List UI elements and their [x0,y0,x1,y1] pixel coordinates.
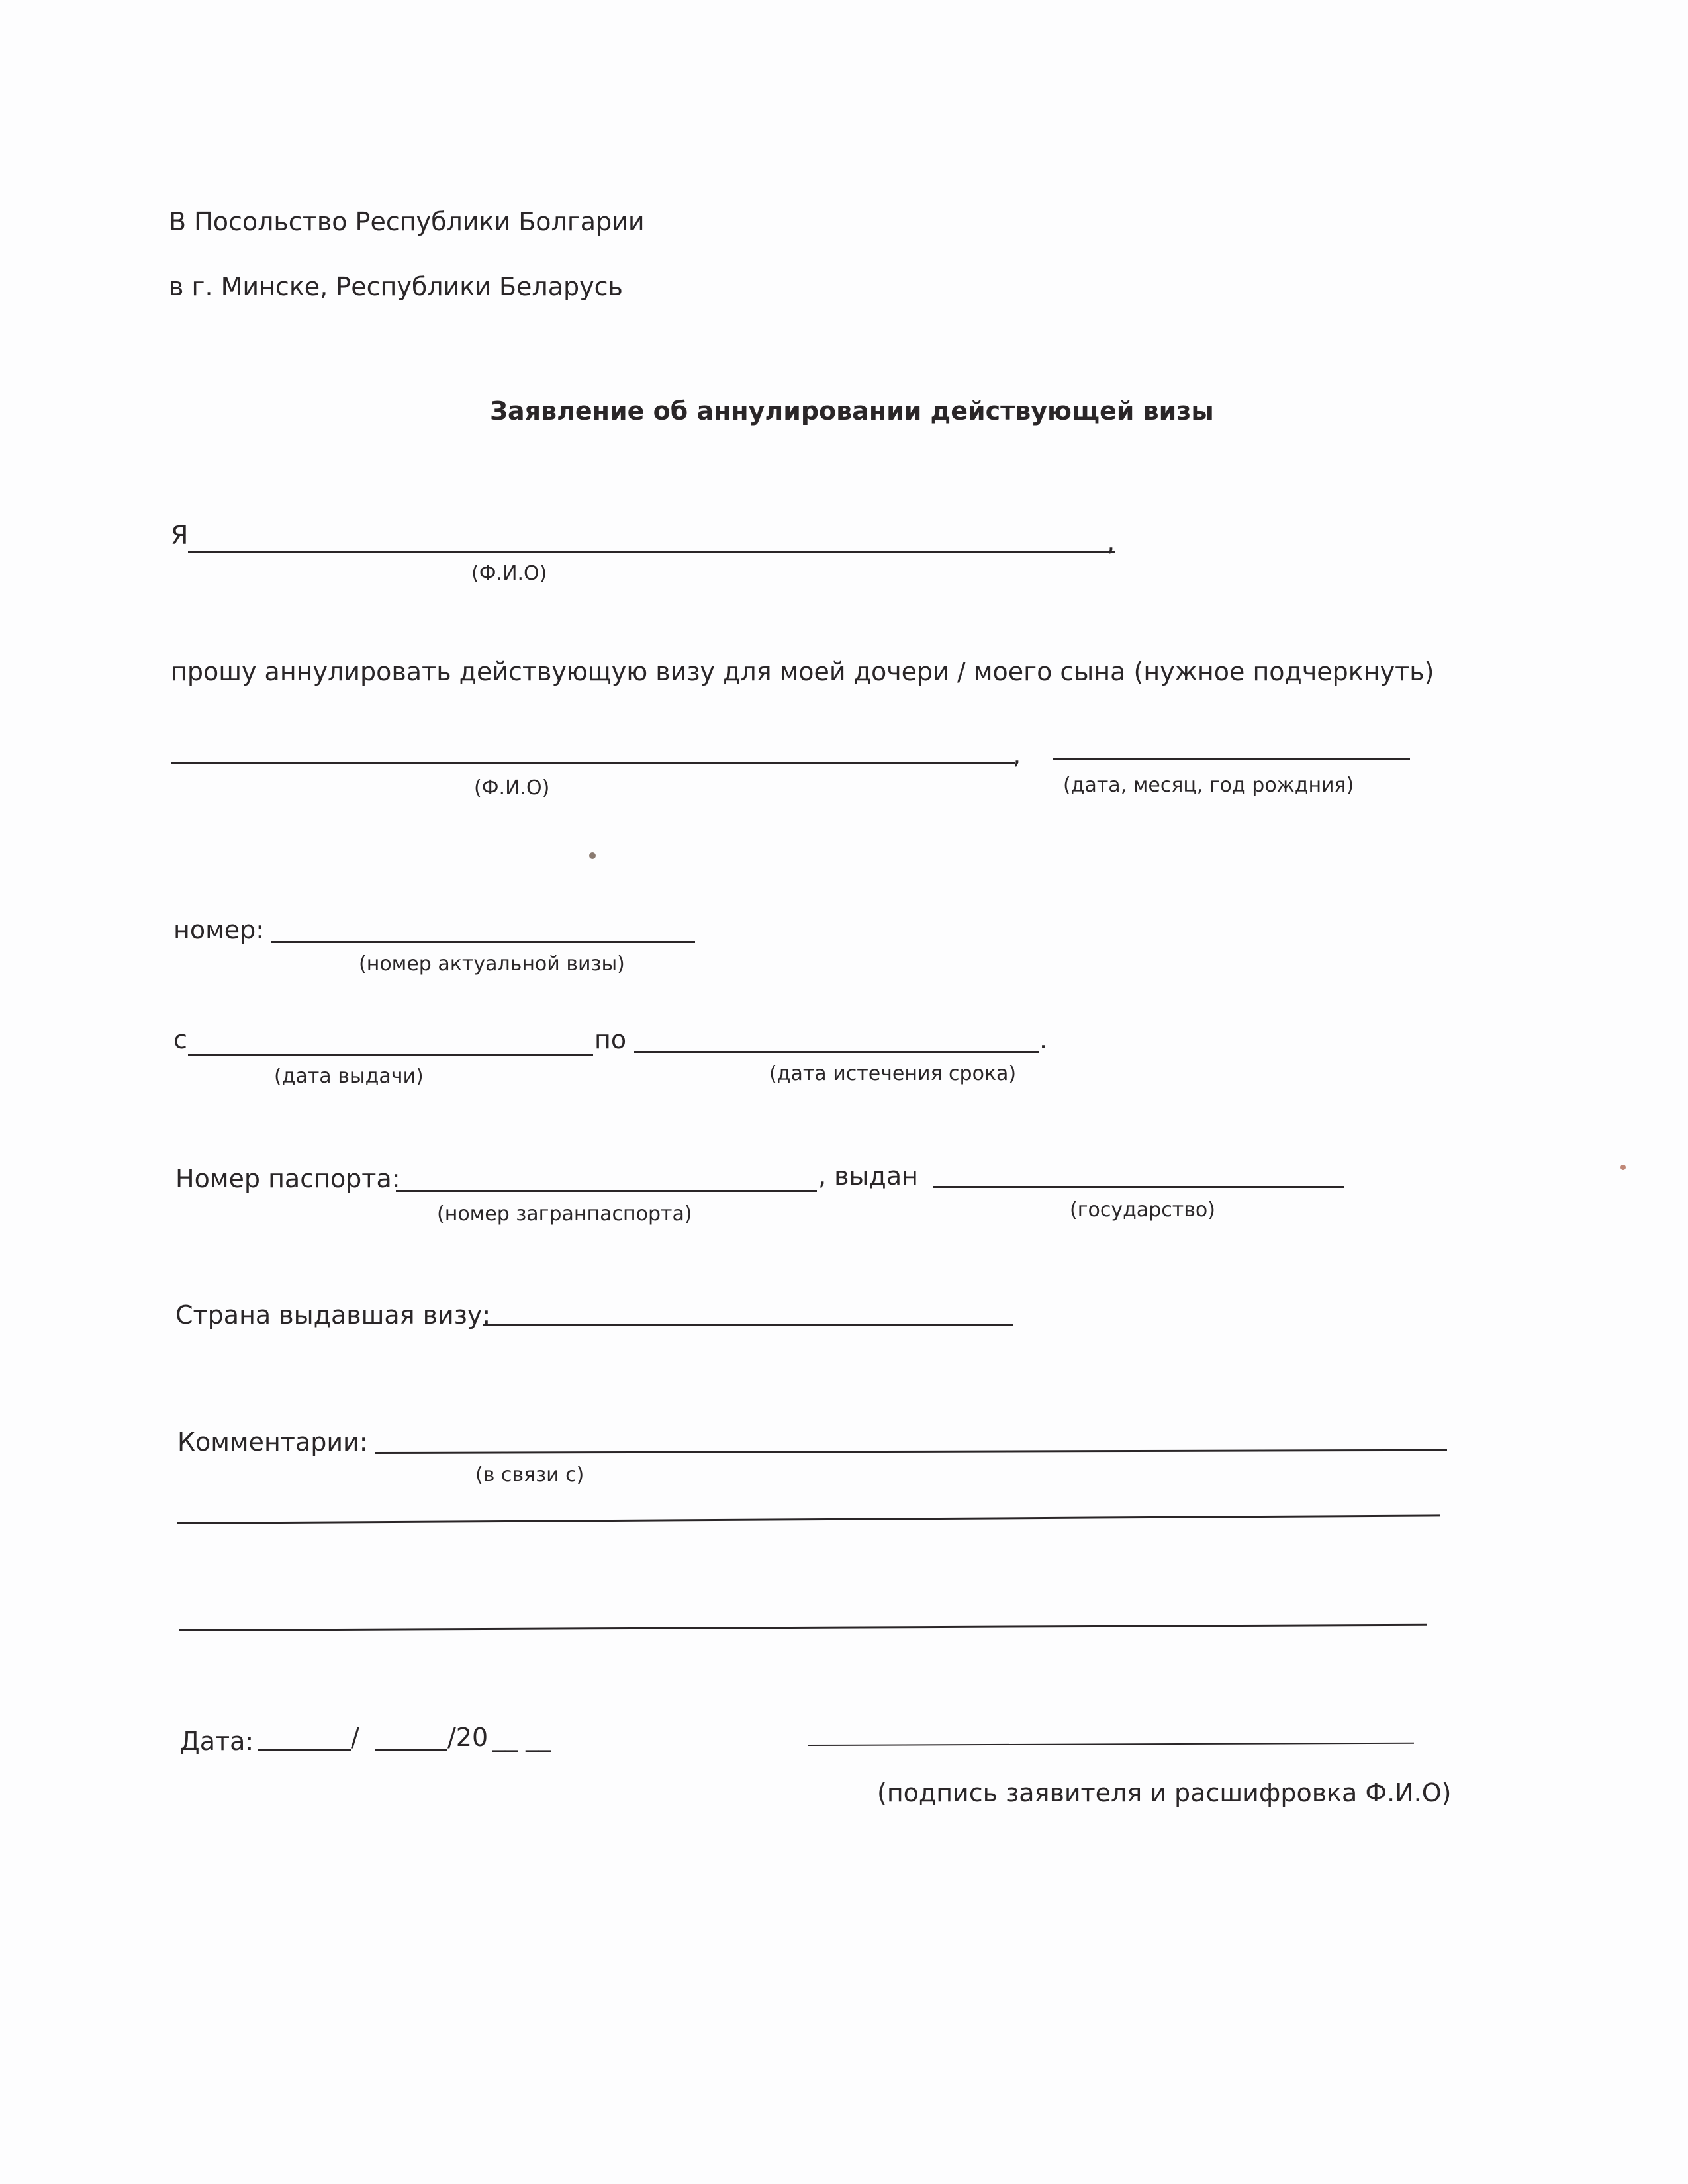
request-text: прошу аннулировать действующую визу для моей дочери / моего сына (нужное подчеркнуть) [171,657,1434,686]
date-label: Дата: [180,1727,254,1756]
comments-hint: (в связи с) [475,1463,585,1486]
validity-to-hint: (дата истечения срока) [769,1062,1017,1085]
validity-from-label: с [173,1025,187,1054]
visa-number-field[interactable] [271,941,695,943]
issuing-country-field[interactable] [483,1324,1013,1326]
addressee-line-1: В Посольство Республики Болгарии [169,207,645,236]
issuing-country-label: Страна выдавшая визу: [175,1300,491,1330]
passport-issued-label: , выдан [818,1161,918,1191]
child-dob-hint: (дата, месяц, год рождния) [1063,774,1354,797]
addressee-line-2: в г. Минске, Республики Беларусь [169,272,623,301]
validity-from-field[interactable] [188,1054,593,1056]
validity-to-label: по [594,1025,627,1054]
validity-period: . [1039,1025,1048,1054]
child-comma: , [1013,741,1021,770]
child-dob-field[interactable] [1053,758,1410,760]
date-month-field[interactable] [375,1749,447,1751]
scan-speck [589,852,596,859]
date-separator-1: / [351,1723,359,1752]
scan-speck [1620,1165,1626,1170]
applicant-comma: , [1107,527,1115,557]
comments-field-line-3[interactable] [179,1624,1427,1631]
child-name-hint: (Ф.И.О) [474,776,550,799]
visa-number-hint: (номер актуальной визы) [359,952,625,976]
comments-label: Комментарии: [177,1428,368,1457]
passport-issuing-state-field[interactable] [933,1186,1344,1188]
signature-field[interactable] [808,1743,1414,1746]
validity-to-field[interactable] [634,1051,1039,1053]
signature-hint: (подпись заявителя и расшифровка Ф.И.О) [877,1778,1452,1807]
passport-number-hint: (номер загранпаспорта) [437,1203,692,1226]
visa-number-label: номер: [173,915,265,944]
comments-field-line-1[interactable] [375,1449,1447,1454]
date-separator-2: /20 [447,1723,489,1752]
child-name-field[interactable] [171,762,1015,764]
comments-field-line-2[interactable] [177,1514,1440,1524]
document-title: Заявление об аннулировании действующей визы [490,396,1214,426]
applicant-name-hint: (Ф.И.О) [471,562,547,585]
passport-label: Номер паспорта: [175,1164,400,1193]
date-day-field[interactable] [258,1749,351,1751]
passport-number-field[interactable] [396,1190,817,1192]
date-year-field[interactable]: __ __ [492,1723,551,1752]
applicant-prefix: Я [171,521,189,550]
validity-from-hint: (дата выдачи) [274,1065,424,1088]
applicant-name-field[interactable] [188,551,1115,553]
passport-state-hint: (государство) [1070,1199,1215,1222]
